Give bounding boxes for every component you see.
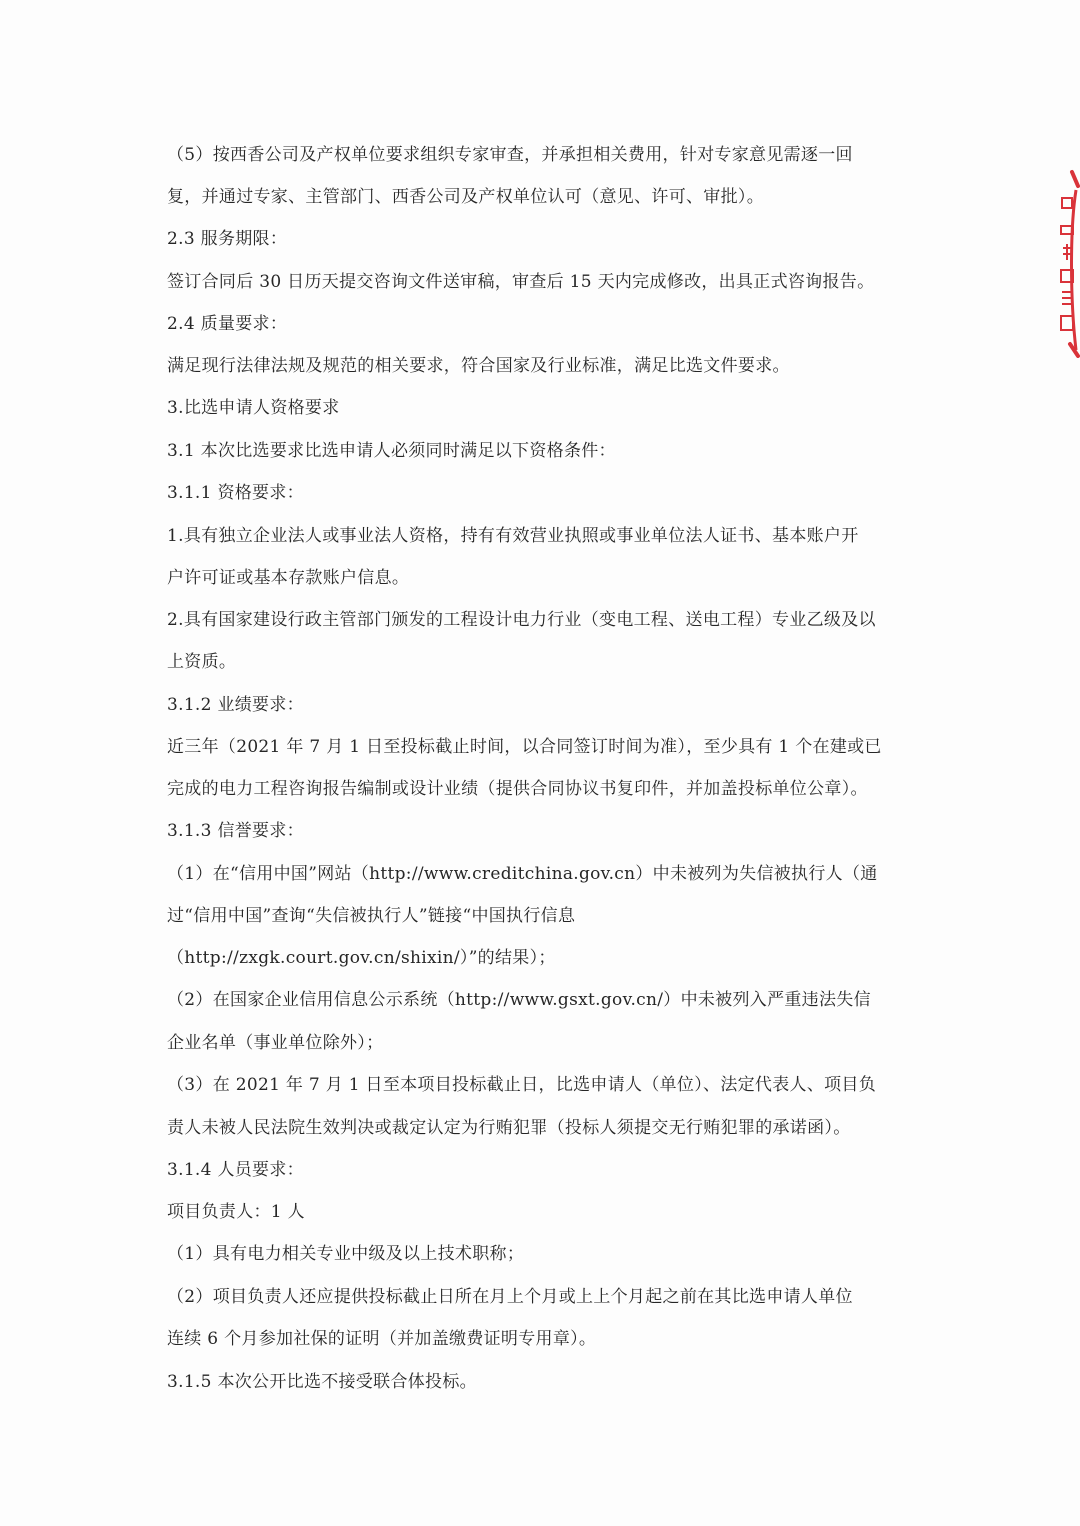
section-heading: 3.1.1 资格要求： [167,483,304,503]
text-line: 责人未被人民法院生效判决或裁定认定为行贿犯罪（投标人须提交无行贿犯罪的承诺函）。 [167,1118,851,1138]
text-line: 项目负责人：1 人 [167,1202,305,1222]
text-line: 近三年（2021 年 7 月 1 日至投标截止时间，以合同签订时间为准），至少具有 1 个在建或已 [167,737,882,757]
text-line: （3）在 2021 年 7 月 1 日至本项目投标截止日，比选申请人（单位）、法定代表人、项目负 [167,1075,877,1095]
section-heading: 3.1.2 业绩要求： [167,695,304,715]
section-heading: 3.1.4 人员要求： [167,1160,304,1180]
text-line: （5）按西香公司及产权单位要求组织专家审查，并承担相关费用，针对专家意见需逐一回 [167,145,853,165]
section-heading: 3.比选申请人资格要求 [167,398,340,418]
text-line: 上资质。 [167,652,237,672]
text-line: 户许可证或基本存款账户信息。 [167,568,410,588]
section-heading: 2.3 服务期限： [167,229,288,249]
text-line: （2）在国家企业信用信息公示系统（http://www.gsxt.gov.cn/）中未被列入严重违法失信 [167,990,871,1010]
section-heading: 3.1.3 信誉要求： [167,821,304,841]
text-line: 2.具有国家建设行政主管部门颁发的工程设计电力行业（变电工程、送电工程）专业乙级及以 [167,610,876,630]
text-line: 过“信用中国”查询“失信被执行人”链接“中国执行信息 [167,906,576,926]
text-line: （1）在“信用中国”网站（http://www.creditchina.gov.cn）中未被列为失信被执行人（通 [167,864,878,884]
text-line: 1.具有独立企业法人或事业法人资格，持有有效营业执照或事业单位法人证书、基本账户开 [167,526,859,546]
text-line: 满足现行法律法规及规范的相关要求，符合国家及行业标准，满足比选文件要求。 [167,356,790,376]
text-line: 连续 6 个月参加社保的证明（并加盖缴费证明专用章）。 [167,1329,597,1349]
text-line: （http://zxgk.court.gov.cn/shixin/）”的结果）； [167,948,556,968]
section-heading: 3.1.5 本次公开比选不接受联合体投标。 [167,1372,477,1392]
section-heading: 2.4 质量要求： [167,314,288,334]
seal-stamp-fragment [1052,168,1080,358]
text-line: 复，并通过专家、主管部门、西香公司及产权单位认可（意见、许可、审批）。 [167,187,764,207]
text-line: （2）项目负责人还应提供投标截止日所在月上个月或上上个月起之前在其比选申请人单位 [167,1287,853,1307]
text-line: 签订合同后 30 日历天提交咨询文件送审稿，审查后 15 天内完成修改，出具正式咨询报告。 [167,272,875,292]
text-line: 企业名单（事业单位除外）； [167,1033,384,1053]
text-line: （1）具有电力相关专业中级及以上技术职称； [167,1244,525,1264]
text-line: 3.1 本次比选要求比选申请人必须同时满足以下资格条件： [167,441,616,461]
text-line: 完成的电力工程咨询报告编制或设计业绩（提供合同协议书复印件，并加盖投标单位公章）。 [167,779,868,799]
